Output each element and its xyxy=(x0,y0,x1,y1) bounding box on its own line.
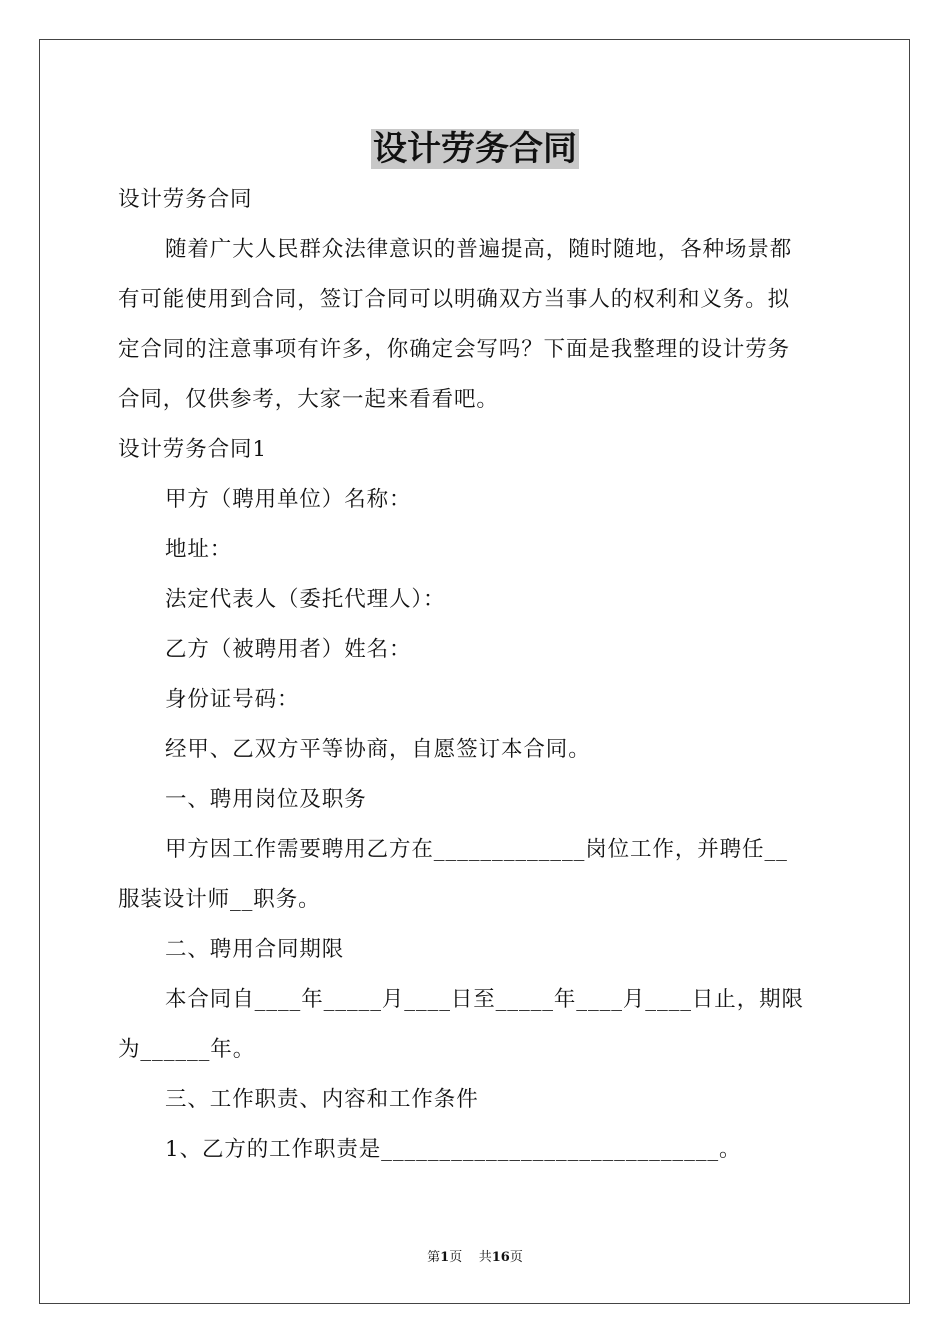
agreement-statement: 经甲、乙双方平等协商，自愿签订本合同。 xyxy=(165,737,591,762)
clause-3-item-1: 1、乙方的工作职责是_____________________________。 xyxy=(165,1137,742,1162)
footer-page-number: 1 xyxy=(440,1250,450,1265)
id-number: 身份证号码： xyxy=(165,687,300,712)
legal-representative: 法定代表人（委托代理人）： xyxy=(165,587,446,612)
party-a-address: 地址： xyxy=(165,537,233,562)
paragraph-intro-line-1: 随着广大人民群众法律意识的普遍提高，随时随地，各种场景都 xyxy=(165,237,793,262)
clause-heading-2: 二、聘用合同期限 xyxy=(165,937,345,962)
page-footer xyxy=(0,1248,950,1268)
paragraph-heading: 设计劳务合同 xyxy=(118,187,253,212)
footer-total-prefix: 共 xyxy=(478,1250,492,1265)
paragraph-intro-line-4: 合同，仅供参考，大家一起来看看吧。 xyxy=(118,387,499,412)
document-body xyxy=(118,175,834,1175)
clause-heading-3: 三、工作职责、内容和工作条件 xyxy=(165,1087,479,1112)
footer-page-suffix: 页 xyxy=(449,1250,463,1265)
footer-page-prefix: 第 xyxy=(427,1250,441,1265)
paragraph-intro-line-3: 定合同的注意事项有许多，你确定会写吗？下面是我整理的设计劳务 xyxy=(118,337,791,362)
party-b-name: 乙方（被聘用者）姓名： xyxy=(165,637,412,662)
document-title-text: 设计劳务合同 xyxy=(373,129,577,169)
party-a-name: 甲方（聘用单位）名称： xyxy=(165,487,412,512)
clause-1-line-1: 甲方因工作需要聘用乙方在_____________岗位工作，并聘任__ xyxy=(165,837,788,862)
document-title xyxy=(0,126,950,172)
section-heading-contract-1: 设计劳务合同1 xyxy=(118,437,267,462)
clause-1-line-2: 服装设计师__职务。 xyxy=(118,887,321,912)
clause-2-line-2: 为______年。 xyxy=(118,1037,256,1062)
paragraph-intro-line-2: 有可能使用到合同，签订合同可以明确双方当事人的权利和义务。拟 xyxy=(118,287,791,312)
clause-heading-1: 一、聘用岗位及职务 xyxy=(165,787,367,812)
footer-total-suffix: 页 xyxy=(509,1250,523,1265)
footer-total-pages: 16 xyxy=(491,1250,510,1265)
clause-2-line-1: 本合同自____年_____月____日至_____年____月____日止，期限 xyxy=(165,987,804,1012)
